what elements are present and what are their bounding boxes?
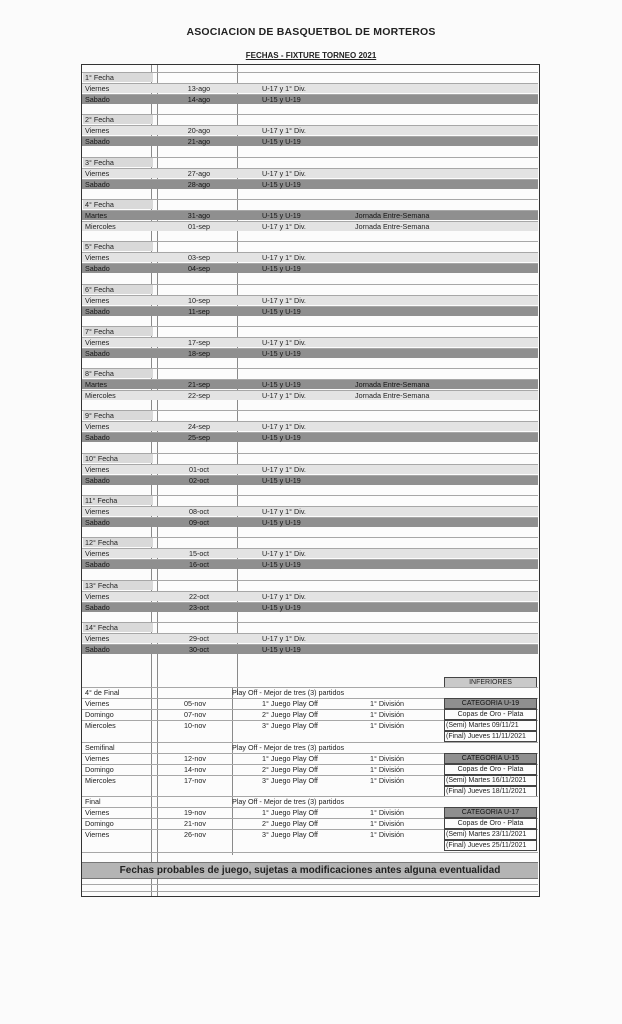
day-label: Sabado xyxy=(85,306,110,316)
game-category: U-17 y 1° Div. xyxy=(262,253,306,263)
fecha-header-row xyxy=(82,453,538,463)
game-date: 21-sep xyxy=(188,380,210,390)
game-date: 21-nov xyxy=(184,819,206,828)
day-label: Sabado xyxy=(85,137,110,147)
game-category: U-17 y 1° Div. xyxy=(262,591,306,601)
day-label: Sabado xyxy=(85,560,110,570)
fecha-header-row xyxy=(82,495,538,505)
day-label: Martes xyxy=(85,380,107,390)
game-date: 17-sep xyxy=(188,337,210,347)
division-label: 1° División xyxy=(369,819,405,828)
game-date: 27-ago xyxy=(187,168,211,178)
game-row xyxy=(82,306,538,316)
game-row xyxy=(82,221,538,231)
day-label: Miercoles xyxy=(85,391,116,401)
game-date: 20-ago xyxy=(187,126,211,136)
game-row xyxy=(82,548,538,558)
game-number: 3° Juego Play Off xyxy=(262,775,318,785)
game-number: 3° Juego Play Off xyxy=(262,721,318,730)
day-label: Viernes xyxy=(85,830,110,839)
game-date: 04-sep xyxy=(188,264,210,274)
game-number: 3° Juego Play Off xyxy=(262,830,318,839)
game-date: 09-oct xyxy=(189,518,209,527)
footer-note: Fechas probables de juego, sujetas a modificaciones antes alguna eventualidad xyxy=(82,862,538,879)
playoff-format: Play Off - Mejor de tres (3) partidos xyxy=(232,742,345,752)
game-category: U-17 y 1° Div. xyxy=(262,168,306,178)
game-date: 11-sep xyxy=(188,306,210,316)
day-label: Domingo xyxy=(85,710,114,719)
fecha-header-row xyxy=(82,537,538,547)
division-label: 1° División xyxy=(369,753,405,763)
game-category: U-17 y 1° Div. xyxy=(262,126,306,136)
day-label: Sabado xyxy=(85,264,110,274)
game-category: U-15 y U-19 xyxy=(262,380,301,390)
game-row xyxy=(82,125,538,135)
game-note: Jornada Entre-Semana xyxy=(355,221,430,231)
game-note: Jornada Entre-Semana xyxy=(355,391,430,401)
semi-date: (Semi) Martes 23/11/2021 xyxy=(444,829,537,840)
day-label: Viernes xyxy=(85,808,110,817)
day-label: Sabado xyxy=(85,644,110,654)
day-label: Miercoles xyxy=(85,721,116,730)
day-label: Viernes xyxy=(85,633,110,643)
game-date: 29-oct xyxy=(189,633,209,643)
game-category: U-15 y U-19 xyxy=(262,518,301,527)
playoff-stage: Final xyxy=(85,797,101,806)
game-category: U-17 y 1° Div. xyxy=(262,422,306,432)
fecha-label: 7° Fecha xyxy=(83,327,153,336)
game-date: 10-nov xyxy=(184,721,206,730)
fecha-header-row xyxy=(82,114,538,124)
final-date: (Final) Jueves 11/11/2021 xyxy=(444,731,537,742)
game-date: 01-sep xyxy=(188,221,210,231)
fecha-header-row xyxy=(82,622,538,632)
day-label: Domingo xyxy=(85,819,114,828)
page-title: ASOCIACION DE BASQUETBOL DE MORTEROS xyxy=(186,26,436,38)
game-date: 14-nov xyxy=(184,764,206,774)
fecha-header-row xyxy=(82,241,538,251)
fecha-label: 1° Fecha xyxy=(83,73,153,82)
fecha-header-row xyxy=(82,368,538,378)
game-category: U-15 y U-19 xyxy=(262,602,301,612)
fecha-header-row xyxy=(82,580,538,590)
game-date: 07-nov xyxy=(184,710,206,719)
playoff-header-row xyxy=(82,687,538,697)
division-label: 1° División xyxy=(369,721,405,730)
game-date: 15-oct xyxy=(189,549,209,559)
game-number: 2° Juego Play Off xyxy=(262,819,318,828)
game-category: U-17 y 1° Div. xyxy=(262,633,306,643)
game-category: U-17 y 1° Div. xyxy=(262,84,306,93)
inferiores-title: INFERIORES xyxy=(444,677,537,688)
division-label: 1° División xyxy=(369,699,405,708)
game-category: U-15 y U-19 xyxy=(262,348,301,358)
division-label: 1° División xyxy=(369,764,405,774)
game-date: 22-sep xyxy=(188,391,210,401)
playoff-header-row xyxy=(82,796,538,806)
fecha-label: 6° Fecha xyxy=(83,285,153,294)
game-date: 23-oct xyxy=(189,602,209,612)
game-number: 1° Juego Play Off xyxy=(262,699,318,708)
cup-label: Copas de Oro - Plata xyxy=(444,818,537,829)
fecha-label: 11° Fecha xyxy=(83,496,153,505)
game-date: 30-oct xyxy=(189,644,209,654)
day-label: Sabado xyxy=(85,179,110,189)
fixture-table xyxy=(81,64,540,897)
game-row xyxy=(82,602,538,612)
game-category: U-17 y 1° Div. xyxy=(262,549,306,559)
fecha-label: 9° Fecha xyxy=(83,411,153,420)
fecha-label: 5° Fecha xyxy=(83,242,153,251)
game-date: 12-nov xyxy=(184,753,206,763)
day-label: Sabado xyxy=(85,602,110,612)
day-label: Viernes xyxy=(85,422,110,432)
game-row xyxy=(82,83,538,93)
fecha-label: 4° Fecha xyxy=(83,200,153,209)
game-date: 26-nov xyxy=(184,830,206,839)
day-label: Miercoles xyxy=(85,221,116,231)
game-row xyxy=(82,252,538,262)
game-row xyxy=(82,475,538,485)
game-category: U-17 y 1° Div. xyxy=(262,464,306,474)
day-label: Viernes xyxy=(85,464,110,474)
game-date: 31-ago xyxy=(187,210,211,220)
game-row xyxy=(82,591,538,601)
day-label: Sabado xyxy=(85,348,110,358)
day-label: Viernes xyxy=(85,337,110,347)
page-subtitle: FECHAS - FIXTURE TORNEO 2021 xyxy=(245,51,377,60)
day-label: Viernes xyxy=(85,253,110,263)
grid-line xyxy=(82,884,538,885)
game-date: 08-oct xyxy=(189,507,209,516)
game-date: 19-nov xyxy=(184,808,206,817)
game-date: 24-sep xyxy=(188,422,210,432)
game-category: U-17 y 1° Div. xyxy=(262,295,306,305)
game-row xyxy=(82,295,538,305)
cup-label: Copas de Oro - Plata xyxy=(444,764,537,775)
playoff-stage: Semifinal xyxy=(85,742,115,752)
playoff-format: Play Off - Mejor de tres (3) partidos xyxy=(232,797,345,806)
game-date: 02-oct xyxy=(189,475,209,485)
fecha-header-row xyxy=(82,72,538,82)
day-label: Viernes xyxy=(85,699,110,708)
fecha-header-row xyxy=(82,410,538,420)
game-category: U-17 y 1° Div. xyxy=(262,221,306,231)
game-category: U-17 y 1° Div. xyxy=(262,507,306,516)
day-label: Viernes xyxy=(85,549,110,559)
game-row xyxy=(82,464,538,474)
game-date: 25-sep xyxy=(188,433,210,443)
day-label: Sabado xyxy=(85,433,110,443)
fecha-header-row xyxy=(82,157,538,167)
game-category: U-15 y U-19 xyxy=(262,210,301,220)
fecha-label: 3° Fecha xyxy=(83,158,153,167)
day-label: Viernes xyxy=(85,84,110,93)
division-label: 1° División xyxy=(369,775,405,785)
game-note: Jornada Entre-Semana xyxy=(355,210,430,220)
game-date: 18-sep xyxy=(188,348,210,358)
category-label: CATEGORIA U-15 xyxy=(444,753,537,764)
game-row xyxy=(82,179,538,189)
game-row xyxy=(82,633,538,643)
game-date: 14-ago xyxy=(187,95,211,104)
game-category: U-15 y U-19 xyxy=(262,137,301,147)
playoff-stage: 4° de Final xyxy=(85,688,120,697)
fecha-label: 13° Fecha xyxy=(83,581,153,590)
category-label: CATEGORIA U-19 xyxy=(444,698,537,709)
fecha-label: 12° Fecha xyxy=(83,538,153,547)
semi-date: (Semi) Martes 16/11/2021 xyxy=(444,775,537,786)
game-row xyxy=(82,559,538,569)
game-row xyxy=(82,517,538,527)
game-row xyxy=(82,432,538,442)
game-row xyxy=(82,506,538,516)
game-date: 13-ago xyxy=(187,84,211,93)
game-date: 16-oct xyxy=(189,560,209,570)
game-row xyxy=(82,263,538,273)
game-category: U-15 y U-19 xyxy=(262,95,301,104)
game-row xyxy=(82,379,538,389)
game-number: 1° Juego Play Off xyxy=(262,753,318,763)
day-label: Domingo xyxy=(85,764,114,774)
day-label: Viernes xyxy=(85,753,110,763)
game-category: U-15 y U-19 xyxy=(262,179,301,189)
game-row xyxy=(82,390,538,400)
day-label: Viernes xyxy=(85,168,110,178)
game-category: U-15 y U-19 xyxy=(262,264,301,274)
division-label: 1° División xyxy=(369,830,405,839)
cup-label: Copas de Oro - Plata xyxy=(444,709,537,720)
game-category: U-17 y 1° Div. xyxy=(262,337,306,347)
fecha-header-row xyxy=(82,326,538,336)
game-category: U-15 y U-19 xyxy=(262,306,301,316)
fecha-label: 2° Fecha xyxy=(83,115,153,124)
fecha-label: 14° Fecha xyxy=(83,623,153,632)
game-date: 03-sep xyxy=(188,253,210,263)
division-label: 1° División xyxy=(369,710,405,719)
playoff-format: Play Off - Mejor de tres (3) partidos xyxy=(232,688,345,697)
day-label: Viernes xyxy=(85,591,110,601)
grid-line xyxy=(82,891,538,892)
fecha-label: 10° Fecha xyxy=(83,454,153,463)
day-label: Sabado xyxy=(85,518,110,527)
fecha-header-row xyxy=(82,199,538,209)
game-category: U-15 y U-19 xyxy=(262,644,301,654)
day-label: Viernes xyxy=(85,126,110,136)
game-date: 21-ago xyxy=(187,137,211,147)
grid-line xyxy=(82,852,538,853)
division-label: 1° División xyxy=(369,808,405,817)
category-label: CATEGORIA U-17 xyxy=(444,807,537,818)
game-date: 05-nov xyxy=(184,699,206,708)
day-label: Sabado xyxy=(85,95,110,104)
final-date: (Final) Jueves 18/11/2021 xyxy=(444,786,537,797)
game-row xyxy=(82,210,538,220)
game-number: 1° Juego Play Off xyxy=(262,808,318,817)
game-row xyxy=(82,421,538,431)
game-number: 2° Juego Play Off xyxy=(262,764,318,774)
game-row xyxy=(82,168,538,178)
game-date: 10-sep xyxy=(188,295,210,305)
day-label: Viernes xyxy=(85,295,110,305)
day-label: Viernes xyxy=(85,507,110,516)
game-category: U-15 y U-19 xyxy=(262,475,301,485)
game-row xyxy=(82,348,538,358)
game-note: Jornada Entre-Semana xyxy=(355,380,430,390)
playoff-header-row xyxy=(82,742,538,752)
game-date: 22-oct xyxy=(189,591,209,601)
fecha-header-row xyxy=(82,284,538,294)
game-number: 2° Juego Play Off xyxy=(262,710,318,719)
game-category: U-15 y U-19 xyxy=(262,560,301,570)
game-row xyxy=(82,644,538,654)
game-row xyxy=(82,94,538,104)
game-row xyxy=(82,136,538,146)
game-category: U-17 y 1° Div. xyxy=(262,391,306,401)
game-date: 01-oct xyxy=(189,464,209,474)
game-row xyxy=(82,337,538,347)
final-date: (Final) Jueves 25/11/2021 xyxy=(444,840,537,851)
game-date: 28-ago xyxy=(187,179,211,189)
day-label: Sabado xyxy=(85,475,110,485)
day-label: Miercoles xyxy=(85,775,116,785)
fecha-label: 8° Fecha xyxy=(83,369,153,378)
semi-date: (Semi) Martes 09/11/21 xyxy=(444,720,537,731)
day-label: Martes xyxy=(85,210,107,220)
game-date: 17-nov xyxy=(184,775,206,785)
game-category: U-15 y U-19 xyxy=(262,433,301,443)
